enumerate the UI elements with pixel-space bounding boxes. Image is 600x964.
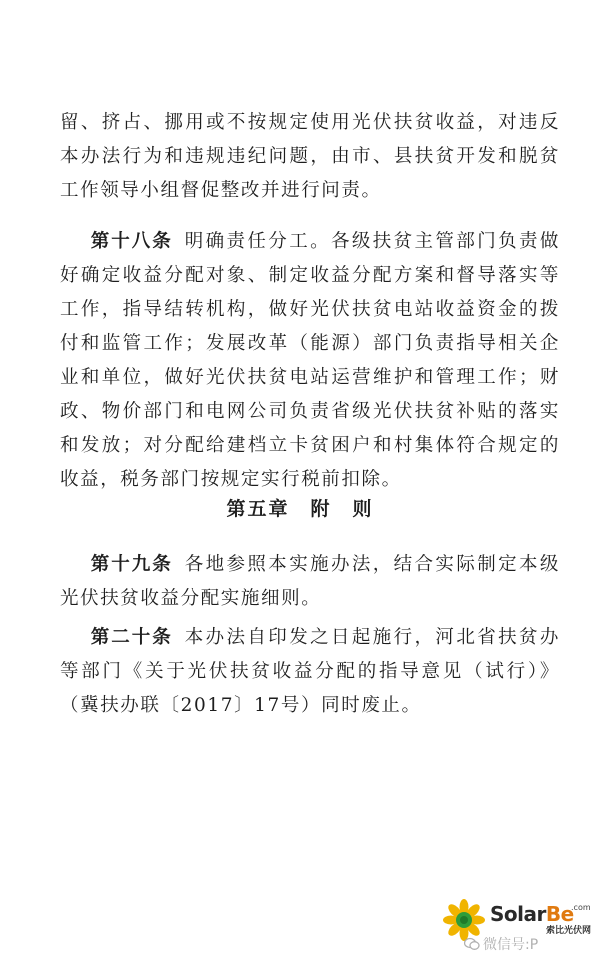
article-20 — [60, 621, 560, 723]
article-20-label: 第二十条 — [90, 627, 173, 648]
wechat-icon — [464, 937, 480, 951]
solarbe-brand-cn: 索比光伏网 — [546, 926, 592, 936]
paragraph-continuation: 留、挤占、挪用或不按规定使用光伏扶贫收益，对违反本办法行为和违规违纪问题，由市、县扶贫开发和脱贫工作领导小组督促整改并进行问责。 — [60, 112, 560, 201]
article-19-text: 各地参照本实施办法，结合实际制定本级光伏扶贫收益分配实施细则。 — [60, 554, 560, 609]
solarbe-domain: .com — [571, 903, 591, 912]
article-19 — [60, 548, 560, 616]
article-18-label: 第十八条 — [90, 231, 173, 252]
article-18 — [60, 225, 560, 497]
article-20-text: 本办法自印发之日起施行，河北省扶贫办等部门《关于光伏扶贫收益分配的指导意见（试行）》（冀扶办联〔2017〕17号）同时废止。 — [60, 627, 560, 716]
solarbe-watermark — [438, 896, 594, 958]
article-19-label: 第十九条 — [90, 554, 173, 575]
solarbe-brand: SolarBe — [490, 902, 574, 926]
wechat-id-label: 微信号:P — [464, 934, 538, 954]
article-18-text: 明确责任分工。各级扶贫主管部门负责做好确定收益分配对象、制定收益分配方案和督导落实等工作，指导结转机构，做好光伏扶贫电站收益资金的拨付和监管工作；发展改革（能源）部门负责指导相关企业和单位，做好光伏扶贫电站运营维护和管理工作；财政、物价部门和电网公司负责省级光伏扶贫补贴的落实和发放；对分配给建档立卡贫困户和村集体符合规定的收益，税务部门按规定实行税前扣除。 — [60, 231, 560, 490]
chapter-title: 第五章 附 则 — [226, 498, 374, 520]
